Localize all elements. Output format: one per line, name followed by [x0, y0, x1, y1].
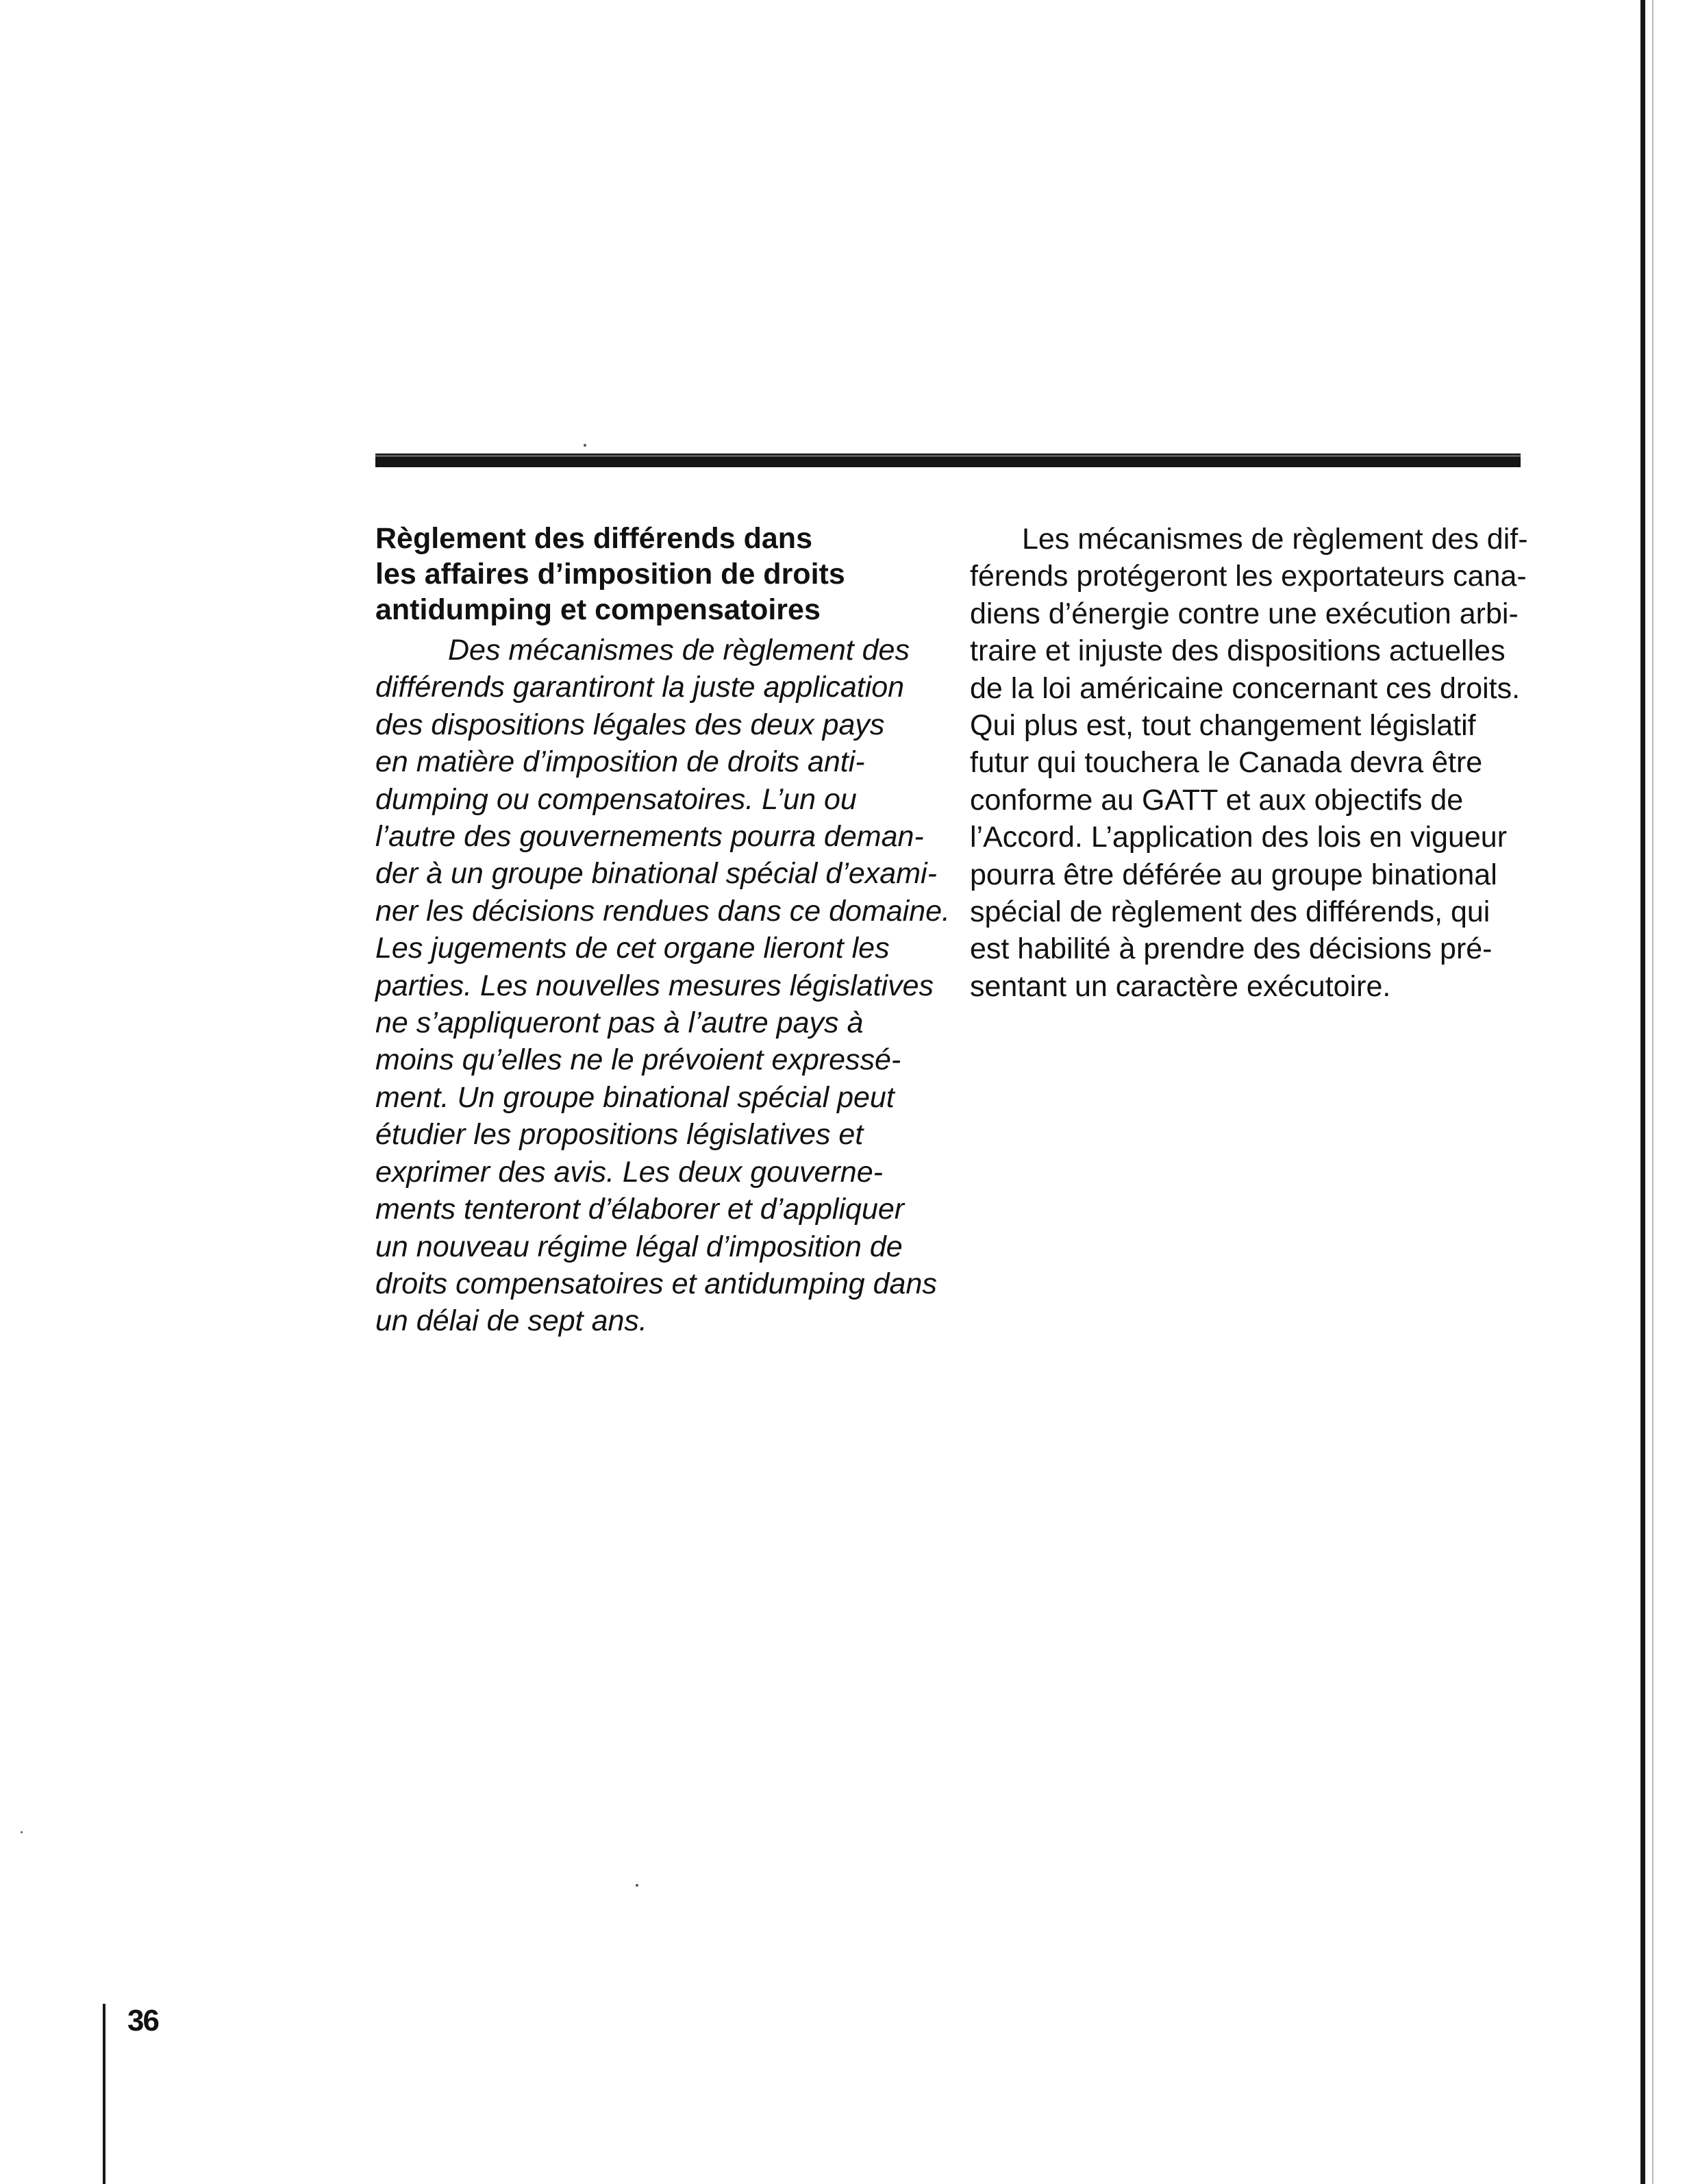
- text-line: de la loi américaine concernant ces droits.: [970, 671, 1521, 705]
- text-line: l’autre des gouvernements pourra deman-: [375, 820, 924, 854]
- text-line: droits compensatoires et antidumping dans: [375, 1267, 937, 1300]
- text-line: spécial de règlement des différends, qui: [970, 895, 1490, 929]
- text-line: est habilité à prendre des décisions pré-: [970, 932, 1493, 966]
- section-divider-texture: [375, 455, 1521, 457]
- page-edge-bar: [1640, 0, 1645, 2184]
- text-line: ment. Un groupe binational spécial peut: [375, 1080, 895, 1114]
- page-edge-line: [1652, 0, 1653, 2184]
- body-paragraph: [970, 521, 1532, 1005]
- text-line: diens d’énergie contre une exécution arbi-: [970, 597, 1519, 630]
- scan-speck: [636, 1884, 638, 1887]
- heading-line: antidumping et compensatoires: [375, 593, 821, 626]
- heading-line: les affaires d’imposition de droits: [375, 558, 845, 591]
- text-line: pourra être déférée au groupe binational: [970, 858, 1497, 891]
- text-line: différends garantiront la juste application: [375, 671, 905, 704]
- section-heading: [375, 521, 923, 628]
- text-line: Des mécanismes de règlement des: [448, 634, 910, 667]
- right-column: [970, 521, 1532, 1005]
- text-line: un nouveau régime légal d’imposition de: [375, 1230, 903, 1263]
- page-number: 36: [127, 2004, 158, 2037]
- heading-line: Règlement des différends dans: [375, 522, 812, 555]
- left-column: [375, 521, 951, 1340]
- text-line: ne s’appliqueront pas à l’autre pays à: [375, 1006, 864, 1040]
- margin-rule: [103, 2004, 105, 2184]
- text-line: des dispositions légales des deux pays: [375, 708, 885, 741]
- text-line: étudier les propositions législatives et: [375, 1118, 864, 1152]
- intro-paragraph: [375, 632, 951, 1340]
- text-line: conforme au GATT et aux objectifs de: [970, 783, 1464, 817]
- scan-speck: [21, 1831, 23, 1833]
- text-line: un délai de sept ans.: [375, 1304, 647, 1338]
- text-line: dumping ou compensatoires. L’un ou: [375, 782, 857, 816]
- text-line: ner les décisions rendues dans ce domaine.: [375, 894, 951, 928]
- text-line: futur qui touchera le Canada devra être: [970, 746, 1483, 780]
- text-line: moins qu’elles ne le prévoient expressé-: [375, 1043, 901, 1077]
- text-line: parties. Les nouvelles mesures législatives: [375, 969, 934, 1002]
- text-line: Les mécanismes de règlement des dif-: [1022, 523, 1528, 556]
- scan-speck: [584, 444, 586, 447]
- text-line: en matière d’imposition de droits anti-: [375, 745, 865, 779]
- text-line: der à un groupe binational spécial d’exami-: [375, 857, 937, 891]
- text-line: l’Accord. L’application des lois en vigueur: [970, 821, 1508, 854]
- text-line: férends protégeront les exportateurs cana-: [970, 560, 1527, 593]
- text-line: Les jugements de cet organe lieront les: [375, 932, 890, 965]
- text-line: ments tenteront d’élaborer et d’appliquer: [375, 1193, 905, 1226]
- text-line: sentant un caractère exécutoire.: [970, 969, 1391, 1003]
- text-line: exprimer des avis. Les deux gouverne-: [375, 1155, 883, 1189]
- text-line: Qui plus est, tout changement législatif: [970, 709, 1476, 743]
- text-line: traire et injuste des dispositions actuelles: [970, 634, 1506, 668]
